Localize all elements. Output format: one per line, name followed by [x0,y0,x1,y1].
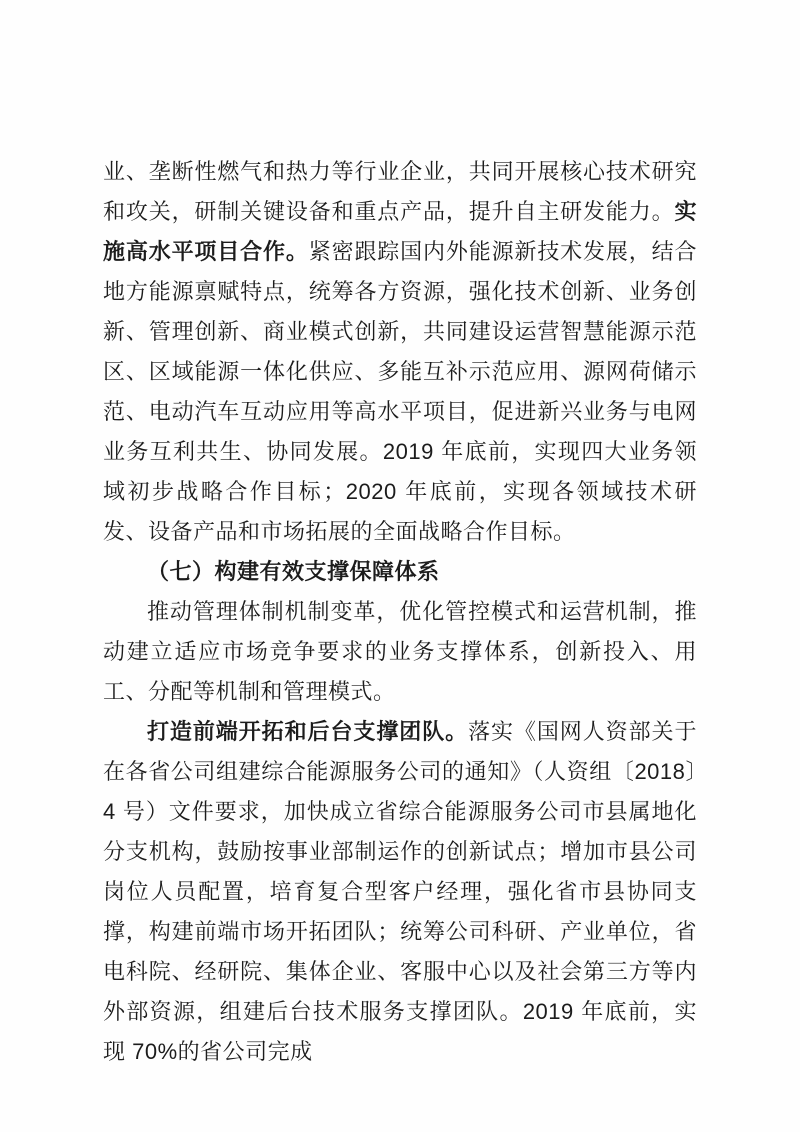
bold-lead-team-building: 打造前端开拓和后台支撑团队。 [147,719,469,744]
section-heading-seven: （七）构建有效支撑保障体系 [147,559,440,584]
body-text-before-bold: 业、垄断性燃气和热力等行业企业，共同开展核心技术研究和攻关，研制关键设备和重点产品，提升自主研发能力。 [103,159,697,224]
body-text-after-bold: 紧密跟踪国内外能源新技术发展，结合地方能源禀赋特点，统筹各方资源，强化技术创新、业务创新、管理创新、商业模式创新，共同建设运营智慧能源示范区、区域能源一体化供应、多能互补示范应用、源网荷储示范、电动汽车互动应用等高水平项目，促进新兴业务与电网业务互利共生、协同发展。2019 年底前，实现四大业务领域初步战略合作目标；2020 年底前，实现各领域技术研发、设备产品和市场拓展的全面战略合作目标。 [103,239,697,544]
body-text-team-building: 落实《国网人资部关于在各省公司组建综合能源服务公司的通知》（人资组〔2018〕4 号）文件要求，加快成立省综合能源服务公司市县属地化分支机构，鼓励按事业部制运作的创新试点；增加市县公司岗位人员配置，培育复合型客户经理，强化省市县协同支撑，构建前端市场开拓团队；统筹公司科研、产业单位，省电科院、经研院、集体企业、客服中心以及社会第三方等内外部资源，组建后台技术服务支撑团队。2019 年底前，实现 70%的省公司完成 [103,719,697,1064]
paragraph-industry-cooperation [103,152,697,552]
paragraph-team-building [103,712,697,1072]
paragraph-support-system: 推动管理体制机制变革，优化管控模式和运营机制，推动建立适应市场竞争要求的业务支撑体系，创新投入、用工、分配等机制和管理模式。 [103,599,697,704]
bold-lead-project-cooperation: 实施高水平项目合作。 [103,199,697,264]
